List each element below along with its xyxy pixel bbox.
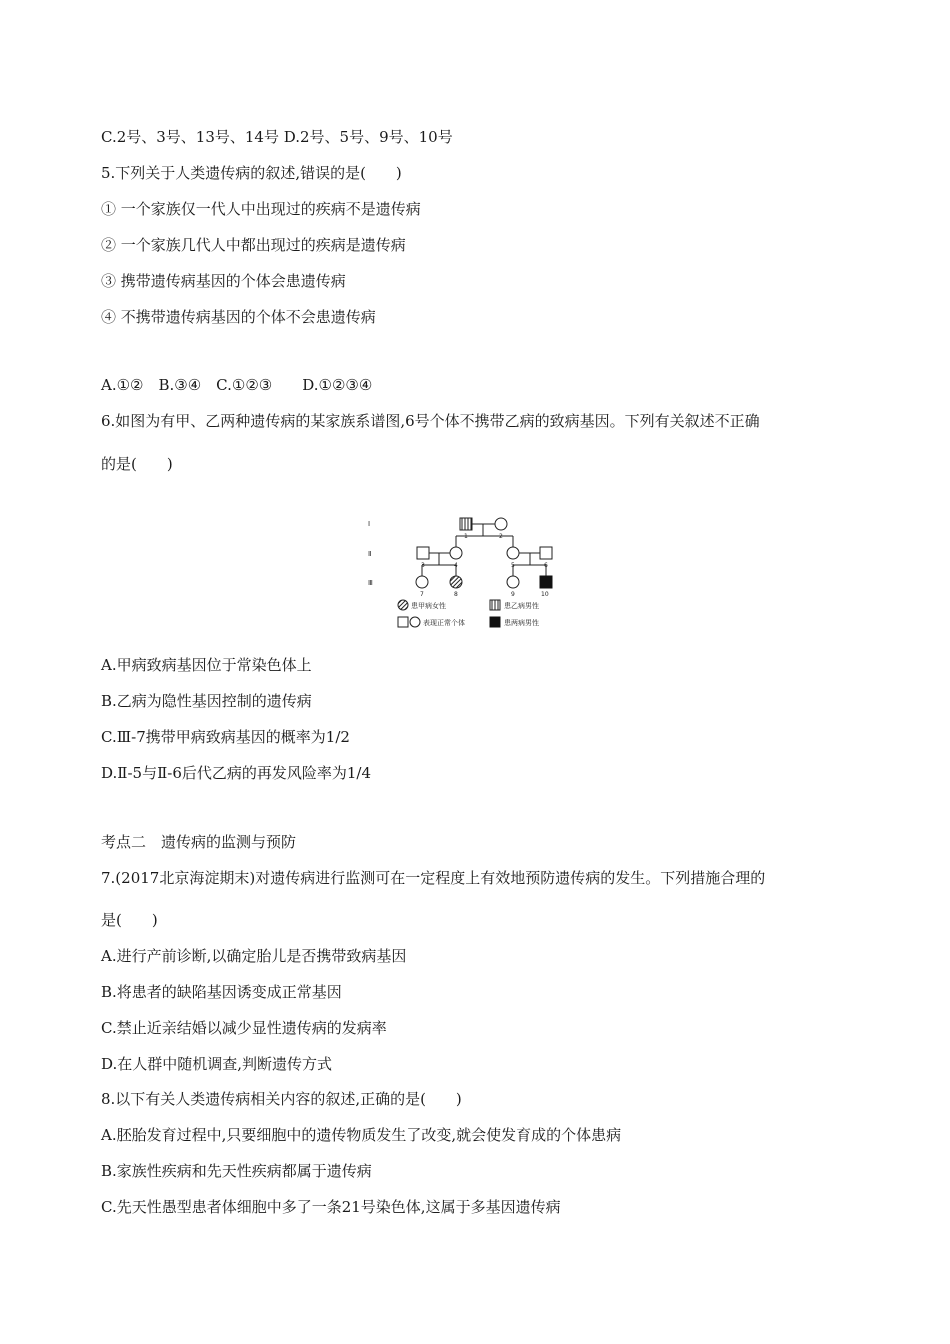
individual-10-male-both: [540, 576, 552, 588]
number-3: 3: [421, 562, 425, 569]
line-24: C.先天性愚型患者体细胞中多了一条21号染色体,这属于多基因遗传病: [101, 1198, 561, 1216]
number-10: 10: [541, 591, 549, 598]
line-5: ③ 携带遗传病基因的个体会患遗传病: [101, 272, 346, 290]
line-19: C.禁止近亲结婚以减少显性遗传病的发病率: [101, 1019, 387, 1037]
line-10: A.甲病致病基因位于常染色体上: [101, 656, 312, 674]
legend-male-both: 患两病男性: [504, 619, 539, 627]
line-6: ④ 不携带遗传病基因的个体不会患遗传病: [101, 308, 376, 326]
legend-normal-female-symbol: [410, 617, 420, 627]
number-6: 6: [544, 562, 548, 569]
legend-female-a: 患甲病女性: [411, 602, 446, 610]
line-18: B.将患者的缺陷基因诱变成正常基因: [101, 983, 342, 1001]
gen-label-2: Ⅱ: [368, 550, 372, 558]
line-8: 6.如图为有甲、乙两种遗传病的某家族系谱图,6号个体不携带乙病的致病基因。下列有关叙述不正确: [101, 412, 760, 430]
number-1: 1: [464, 533, 468, 540]
number-9: 9: [511, 591, 515, 598]
line-11: B.乙病为隐性基因控制的遗传病: [101, 692, 312, 710]
line-22: A.胚胎发育过程中,只要细胞中的遗传物质发生了改变,就会使发育成的个体患病: [101, 1126, 622, 1144]
number-5: 5: [511, 562, 515, 569]
gen-label-1: Ⅰ: [368, 520, 371, 528]
line-17: A.进行产前诊断,以确定胎儿是否携带致病基因: [101, 947, 407, 965]
individual-1-male-b: [460, 518, 472, 530]
individual-2-female: [495, 518, 507, 530]
line-12: C.Ⅲ-7携带甲病致病基因的概率为1/2: [101, 728, 350, 746]
line-15: 7.(2017北京海淀期末)对遗传病进行监测可在一定程度上有效地预防遗传病的发生。下列措施合理的: [101, 869, 766, 887]
number-2: 2: [499, 533, 503, 540]
legend-female-a-symbol: [398, 600, 408, 610]
legend-male-both-symbol: [490, 617, 500, 627]
line-2: 5.下列关于人类遗传病的叙述,错误的是( ): [101, 164, 402, 182]
gen-label-3: Ⅲ: [368, 579, 373, 587]
individual-8-female-a: [450, 576, 462, 588]
number-8: 8: [454, 591, 458, 598]
line-13: D.Ⅱ-5与Ⅱ-6后代乙病的再发风险率为1/4: [101, 764, 372, 782]
line-16: 是( ): [101, 911, 158, 929]
individual-7-female: [416, 576, 428, 588]
line-23: B.家族性疾病和先天性疾病都属于遗传病: [101, 1162, 372, 1180]
individual-5-female: [507, 547, 519, 559]
line-1: C.2号、3号、13号、14号 D.2号、5号、9号、10号: [101, 128, 453, 146]
individual-3-male: [417, 547, 429, 559]
legend-normal: 表现正常个体: [423, 619, 465, 627]
individual-6-male: [540, 547, 552, 559]
legend-male-b: 患乙病男性: [504, 602, 539, 610]
line-4: ② 一个家族几代人中都出现过的疾病是遗传病: [101, 236, 406, 254]
legend-normal-male-symbol: [398, 617, 408, 627]
number-4: 4: [454, 562, 458, 569]
line-3: ① 一个家族仅一代人中出现过的疾病不是遗传病: [101, 200, 421, 218]
line-7: A.①② B.③④ C.①②③ D.①②③④: [101, 376, 373, 394]
line-20: D.在人群中随机调查,判断遗传方式: [101, 1055, 333, 1073]
section-heading: 考点二 遗传病的监测与预防: [101, 833, 297, 851]
legend-male-b-symbol: [490, 600, 500, 610]
pedigree-diagram: [368, 510, 570, 635]
individual-4-female: [450, 547, 462, 559]
number-7: 7: [420, 591, 424, 598]
line-21: 8.以下有关人类遗传病相关内容的叙述,正确的是( ): [101, 1090, 462, 1108]
individual-9-female: [507, 576, 519, 588]
line-9: 的是( ): [101, 455, 173, 473]
